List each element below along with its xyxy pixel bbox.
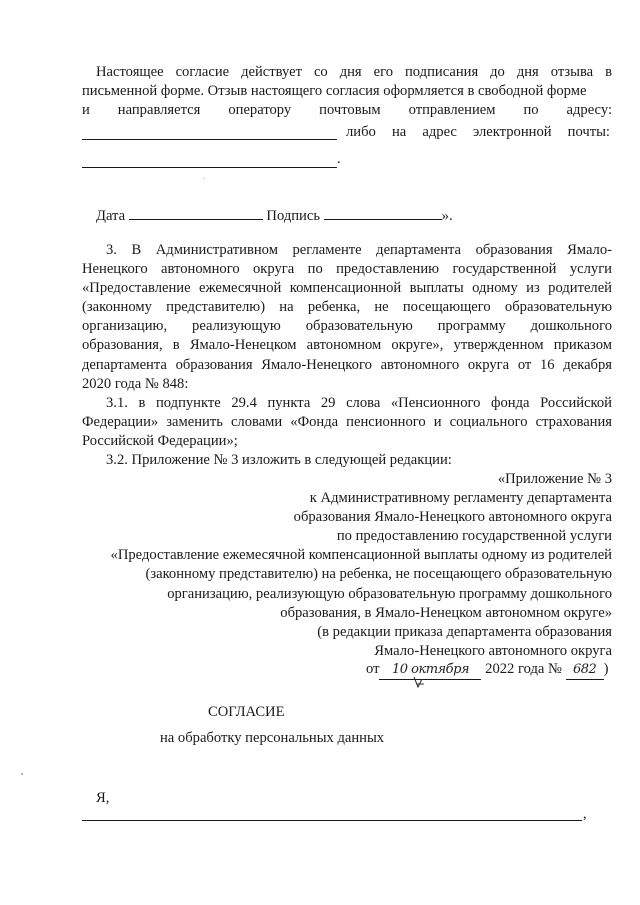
text-line: и направляется оператору почтовым отправлением по адресу:: [82, 102, 612, 119]
handwritten-number: 682: [572, 662, 597, 677]
appendix-line: (в редакции приказа департамента образования: [317, 623, 612, 640]
text-line: образования, в Ямало-Ненецком автономном округе», утвержденном приказом: [82, 337, 612, 354]
consent-subtitle: на обработку персональных данных: [160, 730, 385, 746]
appendix-line: «Приложение № 3: [497, 471, 612, 487]
appendix-line: образования, в Ямало-Ненецком автономном округе»: [280, 604, 612, 621]
text-line: Федерации» заменить словами «Фонда пенсионного и социального страхования: [82, 414, 612, 431]
person-blank-line: [82, 820, 582, 821]
order-close-paren: ): [603, 661, 609, 677]
consent-title: СОГЛАСИЕ: [208, 704, 285, 720]
appendix-line: по предоставлению государственной услуги: [336, 528, 612, 545]
text-line: (законному представителю) на ребенка, не посещающего образовательную: [82, 299, 612, 316]
text-line: 3. В Административном регламенте департамента образования Ямало-: [106, 242, 612, 258]
email-blank-line: [82, 167, 337, 168]
text-line: организацию, реализующую образовательную программу дошкольного: [82, 318, 612, 335]
text-line: «Предоставление ежемесячной компенсационной выплаты одному из родителей: [82, 280, 612, 297]
item-3-1-paragraph: [82, 394, 612, 451]
signature-end: ».: [441, 208, 453, 224]
text-line: Ненецкого автономного округа по предоставлению государственной услуги: [82, 261, 612, 278]
person-end: ,: [583, 806, 587, 822]
signature-blank: [324, 207, 442, 220]
email-end: .: [337, 151, 341, 167]
signature-label: Подпись: [266, 208, 320, 224]
consent-validity-paragraph: [82, 63, 612, 120]
text-line: 3.1. в подпункте 29.4 пункта 29 слова «Пенсионного фонда Российской: [106, 395, 612, 411]
appendix-header: [52, 470, 612, 661]
handwritten-number-field: [566, 660, 604, 680]
appendix-line: Ямало-Ненецкого автономного округа: [374, 642, 612, 659]
text-line: Российской Федерации»;: [82, 433, 238, 450]
appendix-line: организацию, реализующую образовательную программу дошкольного: [167, 585, 612, 602]
appendix-line: «Предоставление ежемесячной компенсационной выплаты одному из родителей: [110, 547, 612, 564]
email-label: либо на адрес электронной почты:: [346, 124, 610, 140]
initials-mark: [410, 675, 432, 691]
order-reference: [366, 660, 608, 680]
item-3-2-text: 3.2. Приложение № 3 изложить в следующей редакции:: [106, 452, 452, 468]
handwritten-date: 10 октября: [391, 662, 470, 677]
order-from-label: от: [366, 661, 380, 677]
scan-speck: [21, 773, 23, 775]
text-line: Настоящее согласие действует со дня его подписания до дня отзыва в: [96, 64, 612, 80]
text-line: департамента образования Ямало-Ненецкого автономного округа от 16 декабря: [82, 356, 612, 373]
appendix-line: к Административному регламенту департамента: [309, 490, 612, 507]
date-label: Дата: [96, 208, 126, 224]
appendix-line: (законному представителю) на ребенка, не посещающего образовательную: [145, 566, 612, 583]
address-blank-line: [82, 139, 337, 140]
item-3-paragraph: [82, 241, 612, 394]
order-year-label: 2022 года №: [485, 661, 562, 677]
appendix-line: образования Ямало-Ненецкого автономного округа: [293, 509, 612, 526]
text-line: 2020 года № 848:: [82, 375, 189, 392]
text-line: письменной форме. Отзыв настоящего согласия оформляется в свободной форме: [82, 83, 587, 100]
date-signature-line: [96, 207, 453, 226]
person-label: Я,: [96, 790, 110, 806]
date-blank: [129, 207, 263, 220]
scan-speck: [204, 178, 205, 179]
